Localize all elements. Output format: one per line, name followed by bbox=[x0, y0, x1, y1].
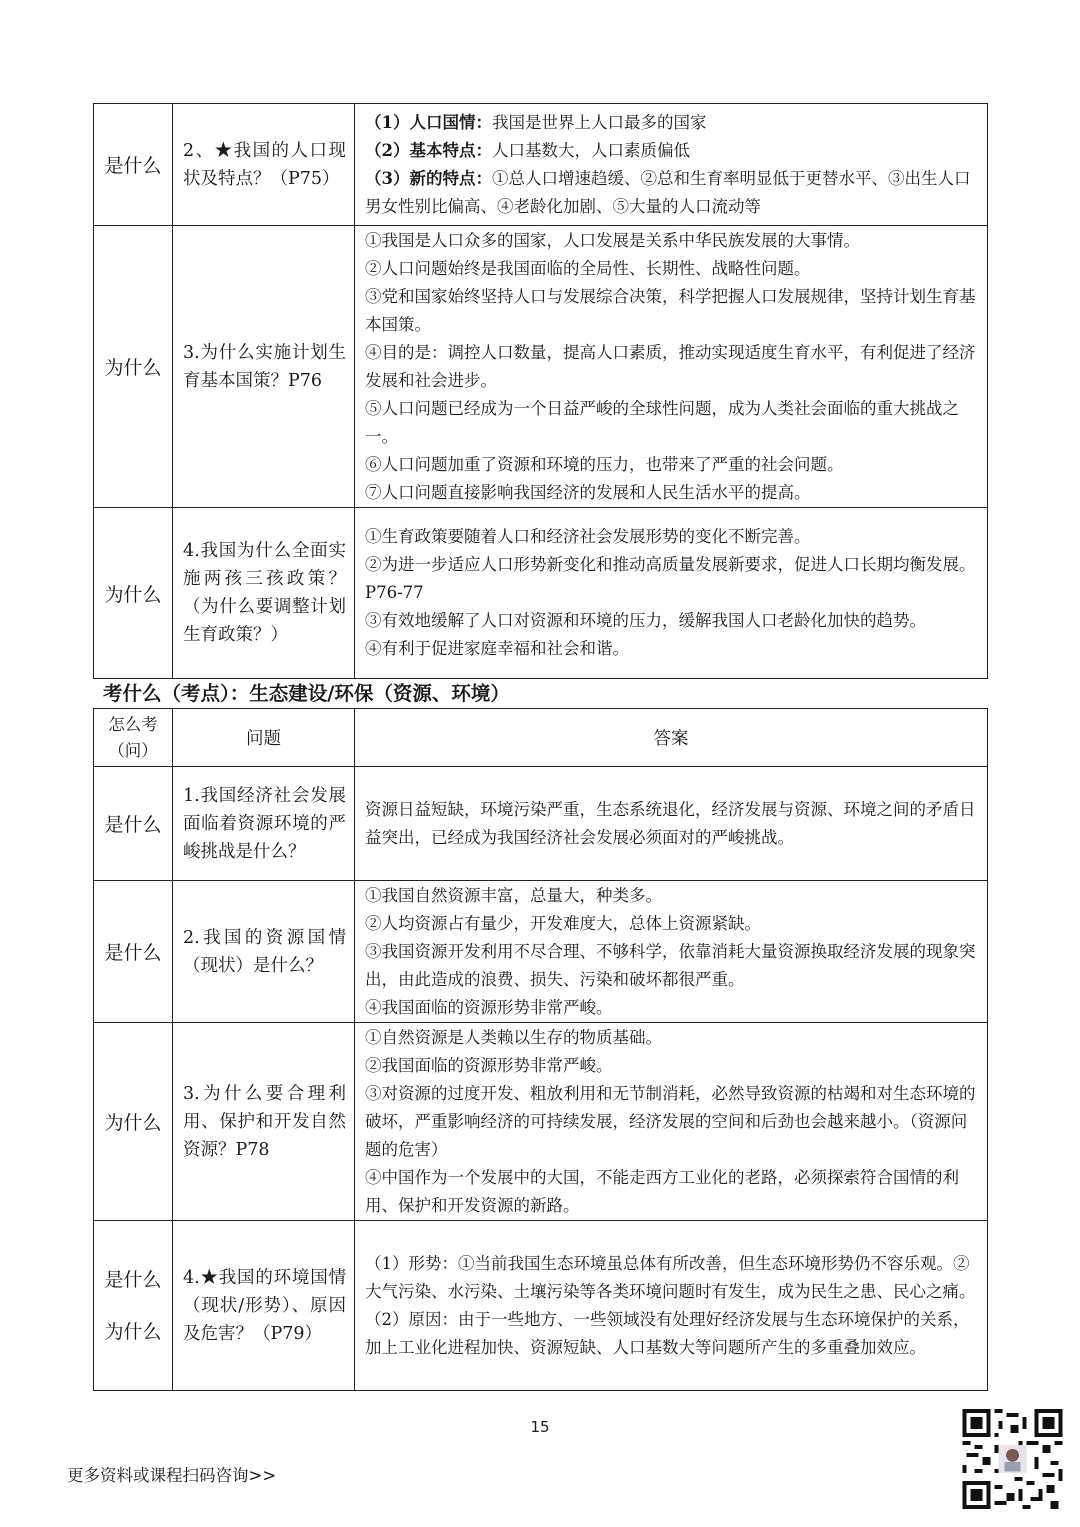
answer-cell bbox=[355, 104, 988, 226]
answer-line: （2）原因：由于一些地方、一些领域没有处理好经济发展与生态环境保护的关系，加上工业化进程加快、资源短缺、人口基数大等问题所产生的多重叠加效应。 bbox=[365, 1309, 970, 1357]
question-type: 是什么 bbox=[94, 104, 173, 226]
question-text: 4.我国为什么全面实施两孩三孩政策？（为什么要调整计划生育政策？） bbox=[173, 508, 355, 679]
question-type: 是什么 bbox=[94, 767, 173, 881]
table-row bbox=[94, 767, 988, 881]
answer-line: ⑤人口问题已经成为一个日益严峻的全球性问题，成为人类社会面临的重大挑战之一。 bbox=[365, 398, 959, 446]
answer-line: ②人口问题始终是我国面临的全局性、长期性、战略性问题。 bbox=[365, 258, 811, 278]
section-title: 考什么（考点）：生态建设/环保（资源、环境） bbox=[103, 682, 510, 705]
answer-line: （3）新的特点：①总人口增速趋缓、②总和生育率明显低于更替水平、③出生人口男女性别比偏高、④老龄化加剧、⑤大量的人口流动等 bbox=[365, 168, 971, 216]
header-question: 问题 bbox=[173, 709, 355, 767]
table-row bbox=[94, 104, 988, 226]
question-type: 为什么 bbox=[94, 508, 173, 679]
table-row bbox=[94, 1023, 988, 1221]
table-row bbox=[94, 881, 988, 1023]
question-text: 2、★我国的人口现状及特点？（P75） bbox=[173, 104, 355, 226]
answer-line: ②我国面临的资源形势非常严峻。 bbox=[365, 1055, 613, 1075]
answer-line: ③对资源的过度开发、粗放利用和无节制消耗，必然导致资源的枯竭和对生态环境的破坏，严重影响经济的可持续发展，经济发展的空间和后劲也会越来越小。（资源问题的危害） bbox=[365, 1083, 976, 1159]
question-text: 1.我国经济社会发展面临着资源环境的严峻挑战是什么？ bbox=[173, 767, 355, 881]
table-row bbox=[94, 226, 988, 508]
table-row bbox=[94, 1221, 988, 1391]
question-text: 3.为什么实施计划生育基本国策？P76 bbox=[173, 226, 355, 508]
answer-line: ②为进一步适应人口形势新变化和推动高质量发展新要求，促进人口长期均衡发展。P76-77 bbox=[365, 555, 976, 602]
answer-line: （1）形势：①当前我国生态环境虽总体有所改善，但生态环境形势仍不容乐观。②大气污染、水污染、土壤污染等各类环境问题时有发生，成为民生之患、民心之痛。 bbox=[365, 1253, 976, 1301]
answer-line: ④有利于促进家庭幸福和社会和谐。 bbox=[365, 639, 629, 658]
answer-line: ④中国作为一个发展中的大国，不能走西方工业化的老路，必须探索符合国情的利用、保护和开发资源的新路。 bbox=[365, 1167, 959, 1215]
answer-line: ③有效地缓解了人口对资源和环境的压力，缓解我国人口老龄化加快的趋势。 bbox=[365, 611, 926, 630]
resources-environment-table bbox=[93, 708, 988, 1391]
page-number: 15 bbox=[530, 1418, 550, 1436]
answer-line: （1）人口国情：我国是世界上人口最多的国家 bbox=[365, 112, 707, 132]
table-header-row bbox=[94, 709, 988, 767]
question-type: 为什么 bbox=[94, 226, 173, 508]
answer-line: ③党和国家始终坚持人口与发展综合决策，科学把握人口发展规律，坚持计划生育基本国策。 bbox=[365, 286, 976, 334]
answer-cell bbox=[355, 1023, 988, 1221]
answer-line: ⑥人口问题加重了资源和环境的压力，也带来了严重的社会问题。 bbox=[365, 454, 844, 474]
answer-line: ④目的是：调控人口数量，提高人口素质，推动实现适度生育水平，有利促进了经济发展和社会进步。 bbox=[365, 342, 976, 390]
answer-line: ①我国自然资源丰富，总量大，种类多。 bbox=[365, 885, 662, 905]
answer-cell bbox=[355, 881, 988, 1023]
answer-cell bbox=[355, 767, 988, 881]
answer-line: ④我国面临的资源形势非常严峻。 bbox=[365, 997, 613, 1017]
footer-text: 更多资料或课程扫码咨询>> bbox=[67, 1466, 277, 1485]
population-table bbox=[93, 103, 988, 679]
answer-cell bbox=[355, 508, 988, 679]
question-text: 2.我国的资源国情（现状）是什么？ bbox=[173, 881, 355, 1023]
answer-line: 资源日益短缺，环境污染严重，生态系统退化，经济发展与资源、环境之间的矛盾日益突出，已经成为我国经济社会发展必须面对的严峻挑战。 bbox=[365, 799, 976, 847]
answer-line: ②人均资源占有量少，开发难度大，总体上资源紧缺。 bbox=[365, 913, 761, 933]
question-type: 为什么 bbox=[94, 1023, 173, 1221]
qr-code-icon bbox=[961, 1409, 1064, 1509]
answer-cell bbox=[355, 226, 988, 508]
question-type: 是什么 bbox=[94, 881, 173, 1023]
question-type: 是什么 为什么 bbox=[94, 1221, 173, 1391]
answer-cell bbox=[355, 1221, 988, 1391]
answer-line: ①我国是人口众多的国家，人口发展是关系中华民族发展的大事情。 bbox=[365, 230, 860, 250]
question-text: 3.为什么要合理利用、保护和开发自然资源？P78 bbox=[173, 1023, 355, 1221]
answer-line: ③我国资源开发利用不尽合理、不够科学，依靠消耗大量资源换取经济发展的现象突出，由此造成的浪费、损失、污染和破坏都很严重。 bbox=[365, 941, 976, 989]
question-text: 4.★我国的环境国情（现状/形势）、原因及危害？（P79） bbox=[173, 1221, 355, 1391]
table-row bbox=[94, 508, 988, 679]
answer-line: ①自然资源是人类赖以生存的物质基础。 bbox=[365, 1027, 662, 1047]
header-answer: 答案 bbox=[355, 709, 988, 767]
header-how-asked: 怎么考（问） bbox=[94, 709, 173, 767]
answer-line: ①生育政策要随着人口和经济社会发展形势的变化不断完善。 bbox=[365, 527, 811, 546]
answer-line: （2）基本特点：人口基数大，人口素质偏低 bbox=[365, 140, 690, 160]
answer-line: ⑦人口问题直接影响我国经济的发展和人民生活水平的提高。 bbox=[365, 482, 811, 502]
